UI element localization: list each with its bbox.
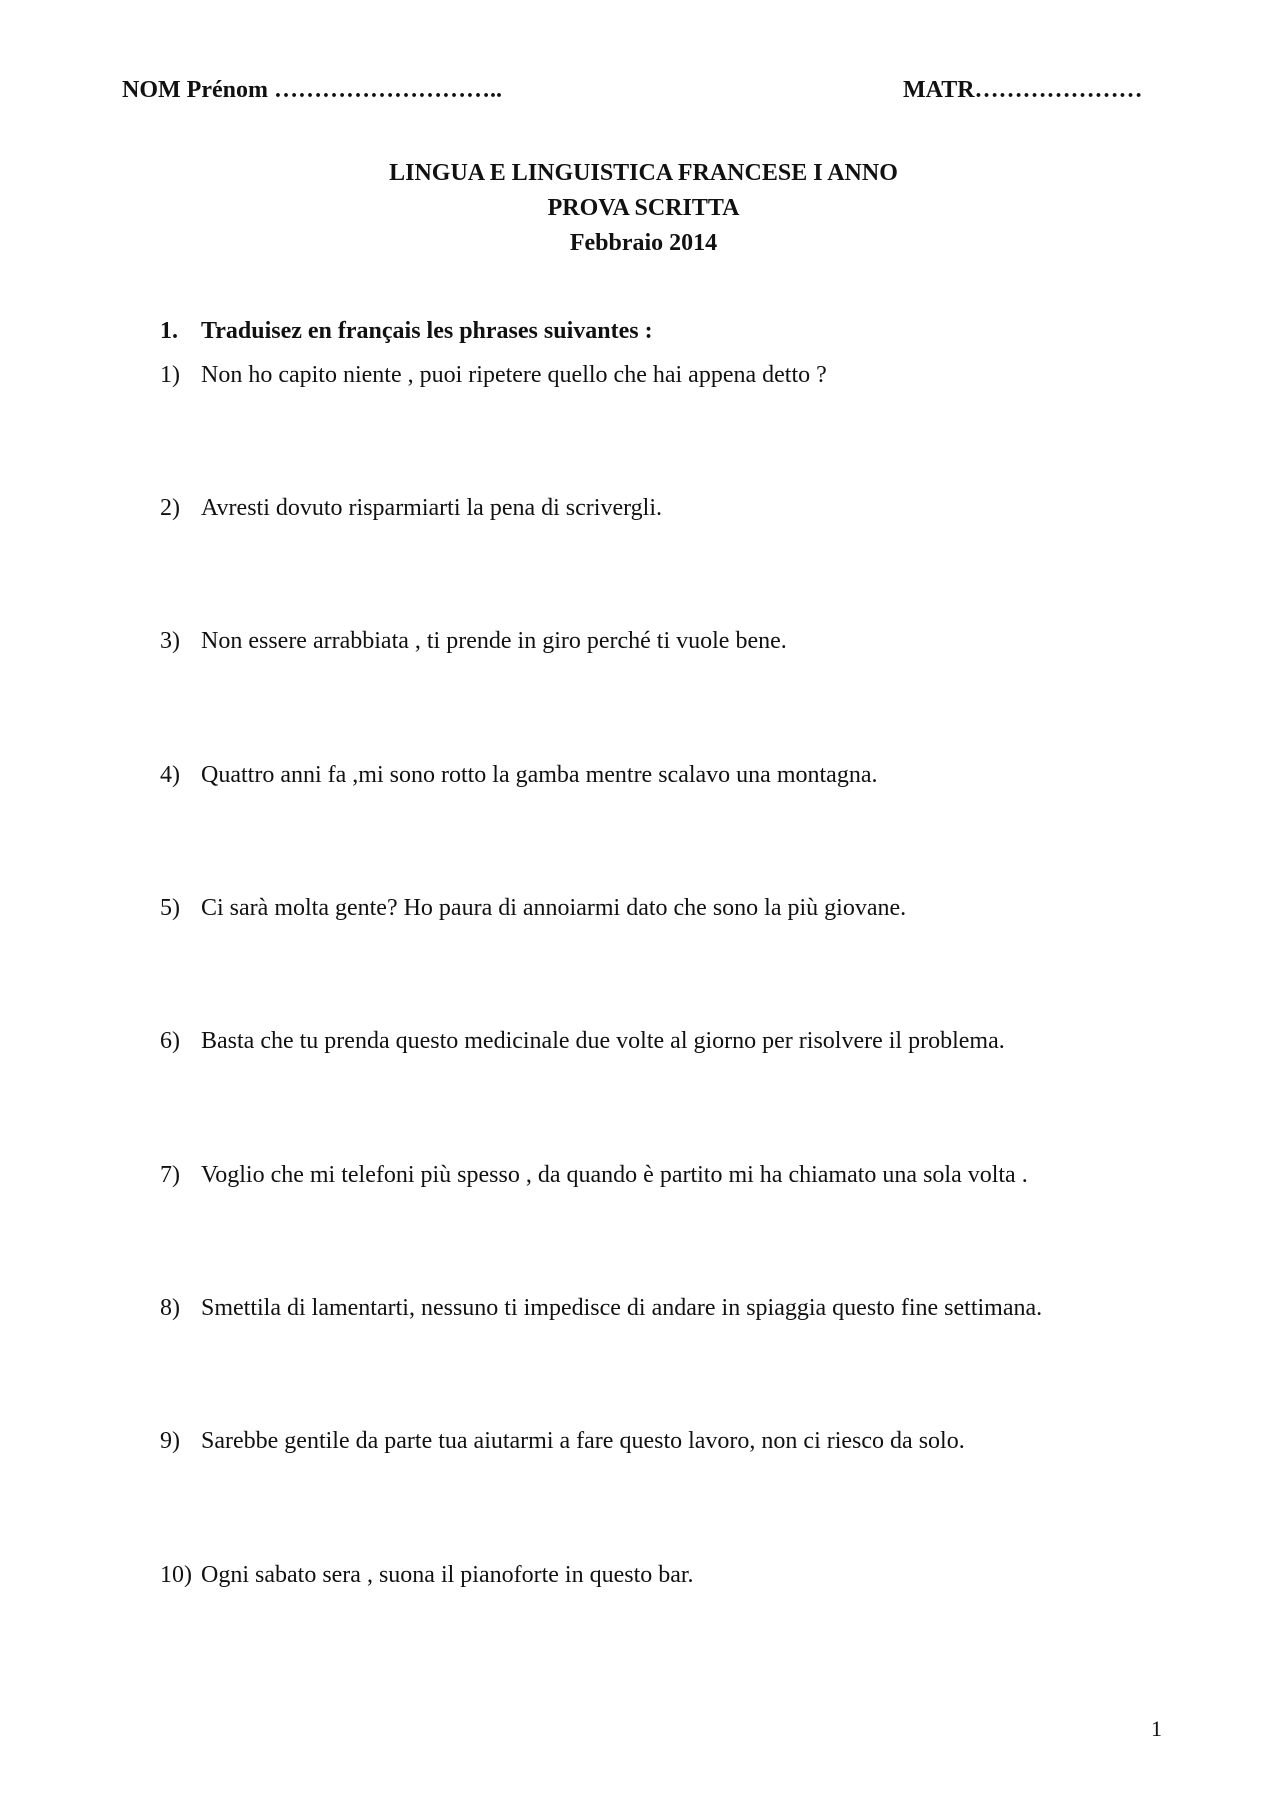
section-instruction: Traduisez en français les phrases suivantes : (201, 318, 653, 344)
item-text: Basta che tu prenda questo medicinale due volte al giorno per risolvere il problema. (201, 1028, 1005, 1054)
list-item (160, 1562, 694, 1589)
exam-title (0, 156, 1280, 261)
list-item (160, 628, 787, 655)
section-number: 1. (160, 318, 178, 344)
item-text: Avresti dovuto risparmiarti la pena di scrivergli. (201, 495, 662, 521)
item-text: Sarebbe gentile da parte tua aiutarmi a fare questo lavoro, non ci riesco da solo. (201, 1428, 965, 1454)
item-text: Voglio che mi telefoni più spesso , da quando è partito mi ha chiamato una sola volta . (201, 1162, 1028, 1188)
matr-field: MATR………………… (903, 77, 1143, 103)
list-item (160, 495, 662, 522)
item-number: 10) (160, 1562, 192, 1588)
exam-type: PROVA SCRITTA (547, 195, 740, 221)
item-number: 2) (160, 495, 180, 521)
item-number: 4) (160, 762, 180, 788)
list-item (160, 362, 827, 389)
list-item (160, 895, 906, 922)
page-number: 1 (1151, 1716, 1162, 1741)
name-field: NOM Prénom ……………………….. (122, 77, 502, 103)
course-title: LINGUA E LINGUISTICA FRANCESE I ANNO (389, 160, 898, 186)
list-item (160, 1295, 1042, 1322)
item-text: Quattro anni fa ,mi sono rotto la gamba mentre scalavo una montagna. (201, 762, 878, 788)
section-heading (160, 318, 653, 345)
list-item (160, 1162, 1028, 1189)
item-number: 7) (160, 1162, 180, 1188)
item-number: 6) (160, 1028, 180, 1054)
item-text: Non essere arrabbiata , ti prende in giro perché ti vuole bene. (201, 628, 787, 654)
item-text: Non ho capito niente , puoi ripetere quello che hai appena detto ? (201, 362, 827, 388)
item-number: 9) (160, 1428, 180, 1454)
item-text: Ci sarà molta gente? Ho paura di annoiarmi dato che sono la più giovane. (201, 895, 907, 921)
item-number: 8) (160, 1295, 180, 1321)
item-number: 1) (160, 362, 180, 388)
exam-date: Febbraio 2014 (569, 230, 718, 256)
item-text: Ogni sabato sera , suona il pianoforte in questo bar. (201, 1562, 694, 1588)
item-number: 5) (160, 895, 180, 921)
list-item (160, 1428, 965, 1455)
item-text: Smettila di lamentarti, nessuno ti impedisce di andare in spiaggia questo fine settimana. (201, 1295, 1043, 1321)
list-item (160, 1028, 1005, 1055)
list-item (160, 762, 877, 789)
item-number: 3) (160, 628, 180, 654)
